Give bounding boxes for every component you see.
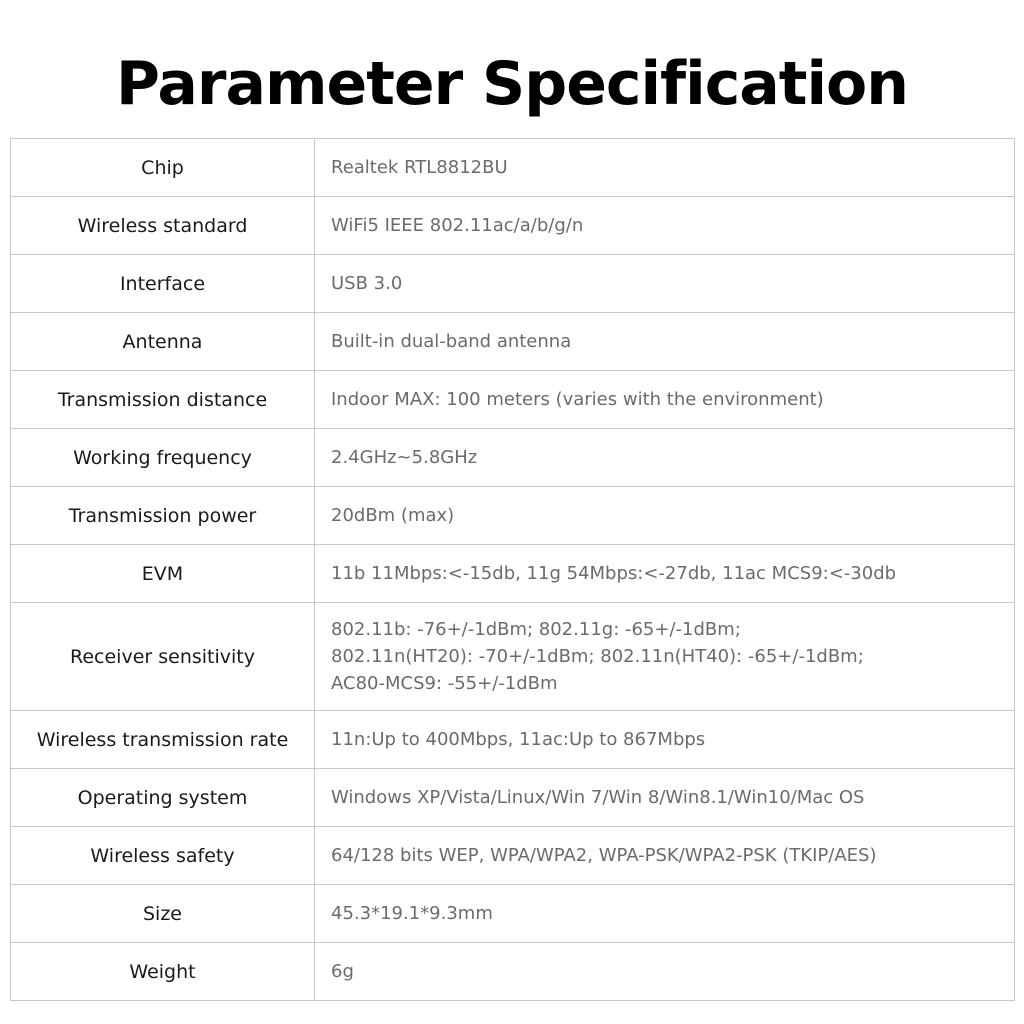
table-row (11, 545, 1015, 603)
value-line: Built-in dual-band antenna (331, 331, 572, 352)
param-value (315, 255, 1015, 313)
spec-table (10, 138, 1015, 1001)
param-value (315, 943, 1015, 1001)
table-row (11, 885, 1015, 943)
param-name: Chip (11, 139, 315, 197)
param-name: Transmission distance (11, 371, 315, 429)
param-value (315, 313, 1015, 371)
table-row (11, 371, 1015, 429)
param-name: Transmission power (11, 487, 315, 545)
value-line: 64/128 bits WEP, WPA/WPA2, WPA-PSK/WPA2-PSK (TKIP/AES) (331, 845, 877, 866)
value-line: AC80-MCS9: -55+/-1dBm (331, 673, 558, 694)
param-value (315, 545, 1015, 603)
param-value (315, 371, 1015, 429)
table-row (11, 769, 1015, 827)
value-line: 20dBm (max) (331, 505, 455, 526)
param-value (315, 711, 1015, 769)
param-value (315, 429, 1015, 487)
table-row (11, 711, 1015, 769)
table-row (11, 255, 1015, 313)
table-row (11, 313, 1015, 371)
param-name: Antenna (11, 313, 315, 371)
param-name: Size (11, 885, 315, 943)
value-line: Windows XP/Vista/Linux/Win 7/Win 8/Win8.1/Win10/Mac OS (331, 787, 865, 808)
table-row (11, 487, 1015, 545)
table-row (11, 827, 1015, 885)
param-value (315, 197, 1015, 255)
param-name: EVM (11, 545, 315, 603)
param-name: Weight (11, 943, 315, 1001)
param-name: Working frequency (11, 429, 315, 487)
table-row (11, 429, 1015, 487)
value-line: 2.4GHz~5.8GHz (331, 447, 478, 468)
page-title: Parameter Specification (116, 49, 908, 119)
value-line: Realtek RTL8812BU (331, 157, 508, 178)
table-row (11, 197, 1015, 255)
param-value (315, 885, 1015, 943)
value-line: 6g (331, 961, 354, 982)
table-row (11, 603, 1015, 711)
value-line: 45.3*19.1*9.3mm (331, 903, 493, 924)
value-line: 11n:Up to 400Mbps, 11ac:Up to 867Mbps (331, 729, 706, 750)
param-value (315, 769, 1015, 827)
param-name: Wireless standard (11, 197, 315, 255)
value-line: 802.11b: -76+/-1dBm; 802.11g: -65+/-1dBm; (331, 619, 741, 640)
param-value (315, 603, 1015, 711)
value-line: USB 3.0 (331, 273, 403, 294)
param-name: Operating system (11, 769, 315, 827)
param-name: Wireless transmission rate (11, 711, 315, 769)
value-line: WiFi5 IEEE 802.11ac/a/b/g/n (331, 215, 584, 236)
param-value (315, 827, 1015, 885)
param-name: Wireless safety (11, 827, 315, 885)
table-row (11, 943, 1015, 1001)
value-line: 11b 11Mbps:<-15db, 11g 54Mbps:<-27db, 11ac MCS9:<-30db (331, 563, 897, 584)
param-name: Interface (11, 255, 315, 313)
param-name: Receiver sensitivity (11, 603, 315, 711)
param-value (315, 487, 1015, 545)
table-row (11, 139, 1015, 197)
value-line: Indoor MAX: 100 meters (varies with the environment) (331, 389, 824, 410)
param-value (315, 139, 1015, 197)
value-line: 802.11n(HT20): -70+/-1dBm; 802.11n(HT40): -65+/-1dBm; (331, 646, 864, 667)
